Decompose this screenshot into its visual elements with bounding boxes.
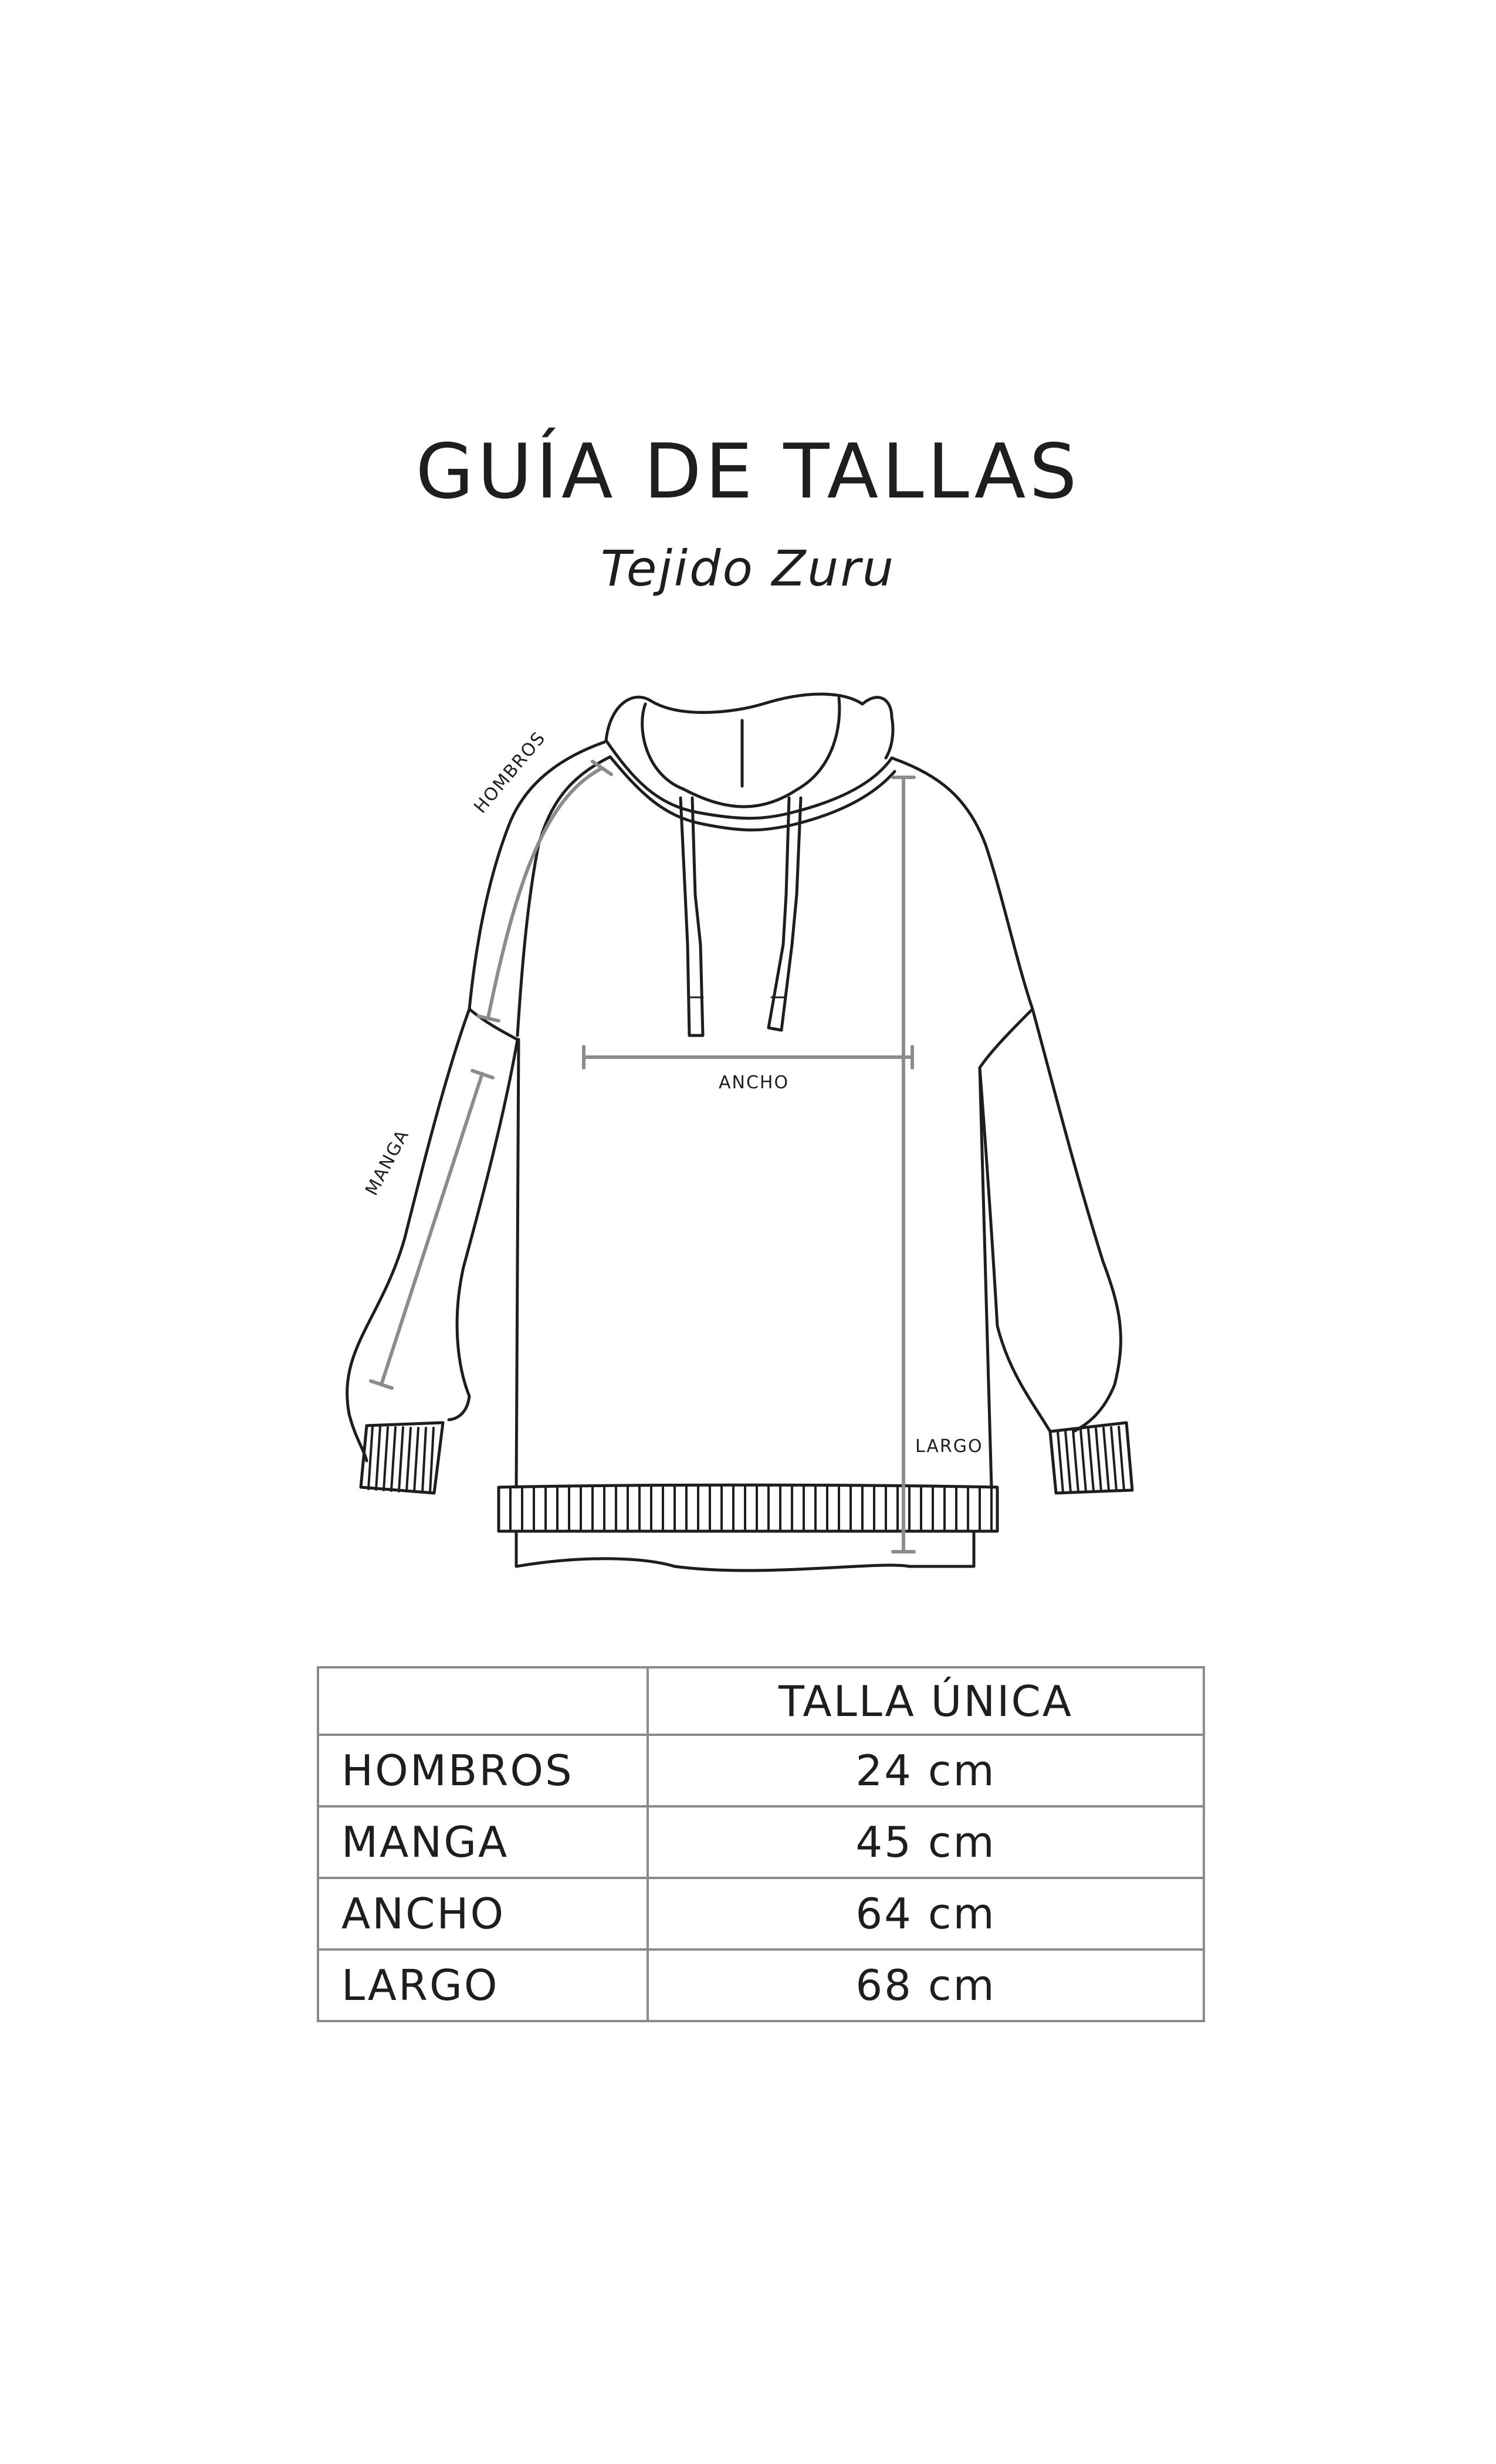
label-hombros: HOMBROS: [470, 727, 550, 818]
label-largo: LARGO: [915, 1436, 983, 1457]
header-empty-cell: [318, 1667, 648, 1735]
row-value: 24 cm: [648, 1735, 1204, 1806]
hoodie-diagram: [0, 669, 1496, 1643]
hood-inner-right: [798, 698, 840, 789]
header-talla-unica: TALLA ÚNICA: [648, 1667, 1204, 1735]
table-row: [318, 1949, 1204, 2021]
size-table-header: [318, 1667, 1204, 1735]
row-value: 45 cm: [648, 1806, 1204, 1878]
drawstring-right: [769, 798, 801, 1030]
hombros-measure-line: [488, 769, 601, 1018]
left-sleeve-outer: [347, 1009, 469, 1461]
left-sleeve-inner: [449, 1009, 517, 1420]
row-value: 64 cm: [648, 1878, 1204, 1949]
page-title: GUÍA DE TALLAS: [415, 428, 1081, 516]
row-label: HOMBROS: [318, 1735, 648, 1806]
row-value: 68 cm: [648, 1949, 1204, 2021]
label-ancho: ANCHO: [719, 1072, 790, 1093]
hood-inner-left: [642, 704, 683, 789]
table-row: [318, 1878, 1204, 1949]
table-row: [318, 1806, 1204, 1878]
hem-band: [499, 1485, 997, 1531]
body-left-side: [516, 1040, 519, 1487]
right-sleeve-outer: [1033, 1009, 1121, 1431]
size-table: [317, 1666, 1205, 2022]
right-sleeve-inner: [980, 1009, 1050, 1431]
right-shoulder: [892, 758, 1033, 1009]
row-label: MANGA: [318, 1806, 648, 1878]
drawstring-left: [681, 798, 703, 1035]
manga-measure-line: [381, 1074, 482, 1385]
table-row: [318, 1735, 1204, 1806]
row-label: LARGO: [318, 1949, 648, 2021]
hood-outline: [606, 694, 893, 758]
label-manga: MANGA: [361, 1126, 414, 1199]
row-label: ANCHO: [318, 1878, 648, 1949]
neck-opening: [683, 789, 798, 807]
page-subtitle: Tejido Zuru: [600, 540, 896, 597]
